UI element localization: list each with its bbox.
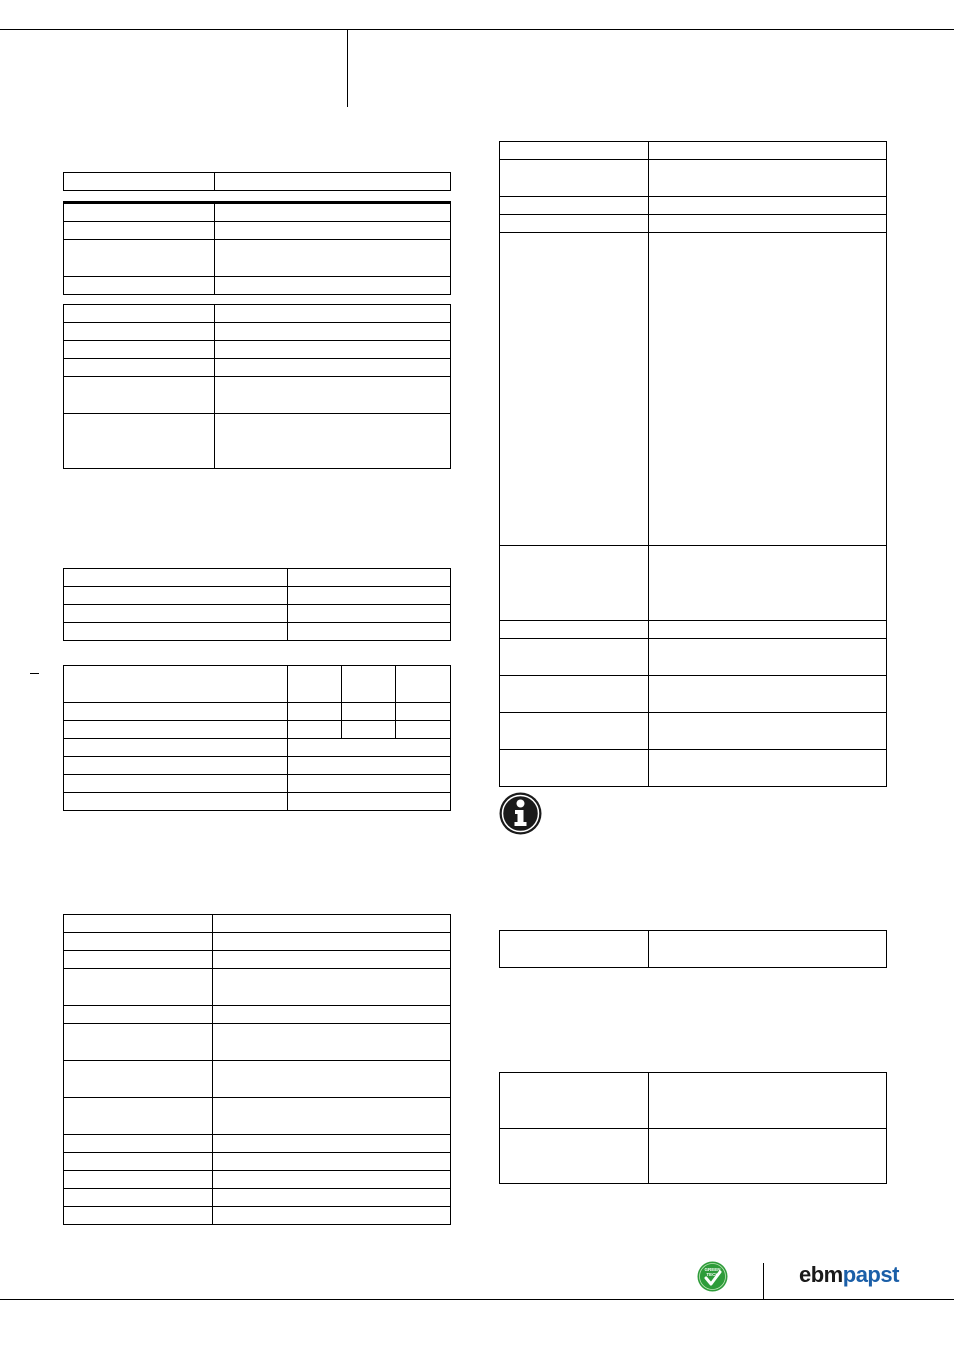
cell [500,676,649,713]
cell [649,215,887,233]
cell [396,721,451,739]
cell [213,1061,451,1098]
cell [288,775,451,793]
cell [64,587,288,605]
cell [649,1129,887,1184]
margin-mark [30,673,39,674]
cell [64,915,213,933]
cell [64,969,213,1006]
cell [64,1171,213,1189]
brand-logo-ebm: ebm [799,1262,843,1287]
cell [64,173,215,191]
cell [213,1189,451,1207]
cell [396,666,451,703]
cell [64,951,213,969]
cell [64,204,215,222]
left-table-1 [63,172,451,191]
cell [288,703,342,721]
brand-logo-papst: papst [842,1262,899,1287]
cell [213,1135,451,1153]
cell [213,933,451,951]
cell [64,775,288,793]
cell [64,359,215,377]
left-table-3 [63,304,451,469]
cell [500,639,649,676]
header-rule [0,29,954,30]
cell [342,666,396,703]
cell [649,233,887,546]
cell [288,587,451,605]
cell [649,931,887,968]
right-table-3 [499,1072,887,1184]
cell [64,222,215,240]
badge-text-green: GREEN [704,1267,721,1272]
left-table-4 [63,568,451,641]
cell [215,173,451,191]
cell [649,639,887,676]
cell [64,739,288,757]
cell [64,623,288,641]
cell [649,1073,887,1129]
cell [213,1098,451,1135]
cell [288,721,342,739]
cell [213,915,451,933]
cell [215,414,451,469]
cell [64,1061,213,1098]
cell [215,240,451,277]
footer-divider [763,1263,764,1299]
cell [213,1006,451,1024]
cell [288,605,451,623]
cell [500,197,649,215]
cell [500,1129,649,1184]
cell [64,1135,213,1153]
cell [64,1024,213,1061]
cell [215,359,451,377]
cell [64,1098,213,1135]
left-table-2 [63,203,451,295]
info-icon [498,791,543,836]
cell [649,621,887,639]
cell [288,569,451,587]
cell [64,341,215,359]
cell [342,721,396,739]
cell [64,1153,213,1171]
cell [64,323,215,341]
cell [288,623,451,641]
cell [649,142,887,160]
cell [213,1153,451,1171]
cell [64,277,215,295]
cell [213,951,451,969]
left-table-6 [63,914,451,1225]
cell [649,750,887,787]
cell [288,666,342,703]
cell [649,160,887,197]
right-table-1 [499,141,887,787]
footer-rule [0,1299,954,1300]
badge-text-tech: TECH [706,1272,719,1277]
cell [500,1073,649,1129]
cell [649,676,887,713]
cell [64,721,288,739]
cell [649,546,887,621]
cell [288,739,451,757]
cell [500,160,649,197]
cell [213,1024,451,1061]
cell [215,323,451,341]
cell [215,277,451,295]
cell [396,703,451,721]
header-divider [347,29,348,107]
cell [64,666,288,703]
cell [64,703,288,721]
cell [215,222,451,240]
cell [64,569,288,587]
cell [64,305,215,323]
cell [500,713,649,750]
cell [64,240,215,277]
cell [215,377,451,414]
cell [64,1189,213,1207]
left-table-5 [63,665,451,811]
cell [64,377,215,414]
cell [64,757,288,775]
cell [500,142,649,160]
cell [288,757,451,775]
cell [64,1207,213,1225]
cell [64,1006,213,1024]
cell [500,931,649,968]
cell [215,204,451,222]
cell [500,546,649,621]
cell [649,713,887,750]
cell [64,793,288,811]
cell [213,969,451,1006]
cell [342,703,396,721]
cell [215,341,451,359]
cell [213,1207,451,1225]
cell [500,233,649,546]
cell [500,750,649,787]
cell [64,933,213,951]
cell [64,414,215,469]
cell [500,215,649,233]
brand-logo [799,1262,899,1288]
right-table-2 [499,930,887,968]
greentech-badge-icon [697,1261,728,1292]
cell [215,305,451,323]
cell [213,1171,451,1189]
cell [649,197,887,215]
cell [64,605,288,623]
cell [500,621,649,639]
cell [288,793,451,811]
